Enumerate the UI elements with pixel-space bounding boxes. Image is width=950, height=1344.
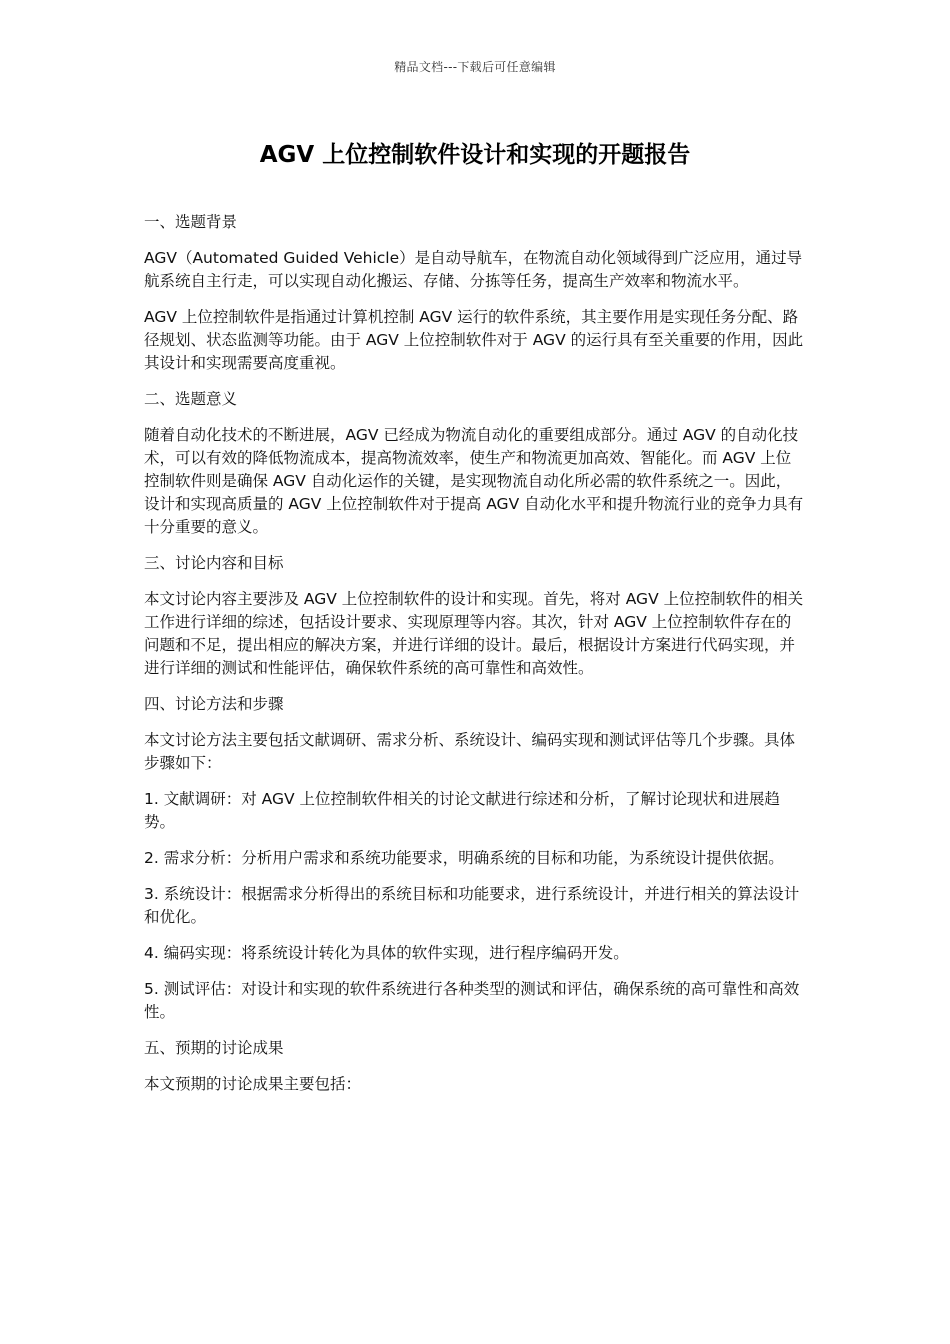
paragraph: 随着自动化技术的不断进展，AGV 已经成为物流自动化的重要组成部分。通过 AGV 的自动化技术，可以有效的降低物流成本，提高物流效率，使生产和物流更加高效、智能化。而 AGV 上位控制软件则是确保 AGV 自动化运作的关键，是实现物流自动化所必需的软件系统之一。因此，设计和实现高质量的 AGV 上位控制软件对于提高 AGV 自动化水平和提升物流行业的竞争力具有十分重要的意义。 <box>144 426 804 536</box>
step-item: 4. 编码实现：将系统设计转化为具体的软件实现，进行程序编码开发。 <box>144 944 629 962</box>
paragraph: 本文讨论内容主要涉及 AGV 上位控制软件的设计和实现。首先，将对 AGV 上位控制软件的相关工作进行详细的综述，包括设计要求、实现原理等内容。其次，针对 AGV 上位控制软件存在的问题和不足，提出相应的解决方案，并进行详细的设计。最后，根据设计方案进行代码实现，并进行详细的测试和性能评估，确保软件系统的高可靠性和高效性。 <box>144 590 804 677</box>
section-heading-significance: 二、选题意义 <box>144 390 238 408</box>
page-header: 精品文档---下载后可任意编辑 <box>394 60 556 74</box>
section-heading-background: 一、选题背景 <box>144 213 238 231</box>
step-item: 1. 文献调研：对 AGV 上位控制软件相关的讨论文献进行综述和分析，了解讨论现状和进展趋势。 <box>144 790 781 831</box>
section-heading-content-goals: 三、讨论内容和目标 <box>144 554 284 572</box>
document-body <box>144 211 806 1109</box>
paragraph: AGV 上位控制软件是指通过计算机控制 AGV 运行的软件系统，其主要作用是实现任务分配、路径规划、状态监测等功能。由于 AGV 上位控制软件对于 AGV 的运行具有至关重要的作用，因此其设计和实现需要高度重视。 <box>144 308 804 372</box>
section-heading-methods: 四、讨论方法和步骤 <box>144 695 284 713</box>
paragraph: 本文讨论方法主要包括文献调研、需求分析、系统设计、编码实现和测试评估等几个步骤。具体步骤如下： <box>144 731 796 772</box>
step-item: 3. 系统设计：根据需求分析得出的系统目标和功能要求，进行系统设计，并进行相关的算法设计和优化。 <box>144 885 800 926</box>
section-heading-expected-results: 五、预期的讨论成果 <box>144 1039 284 1057</box>
document-title: AGV 上位控制软件设计和实现的开题报告 <box>259 142 691 168</box>
step-item: 5. 测试评估：对设计和实现的软件系统进行各种类型的测试和评估，确保系统的高可靠性和高效性。 <box>144 980 800 1021</box>
paragraph: 本文预期的讨论成果主要包括： <box>144 1075 362 1093</box>
paragraph: AGV（Automated Guided Vehicle）是自动导航车，在物流自动化领域得到广泛应用，通过导航系统自主行走，可以实现自动化搬运、存储、分拣等任务，提高生产效率和物流水平。 <box>144 249 803 290</box>
step-item: 2. 需求分析：分析用户需求和系统功能要求，明确系统的目标和功能，为系统设计提供依据。 <box>144 849 784 867</box>
